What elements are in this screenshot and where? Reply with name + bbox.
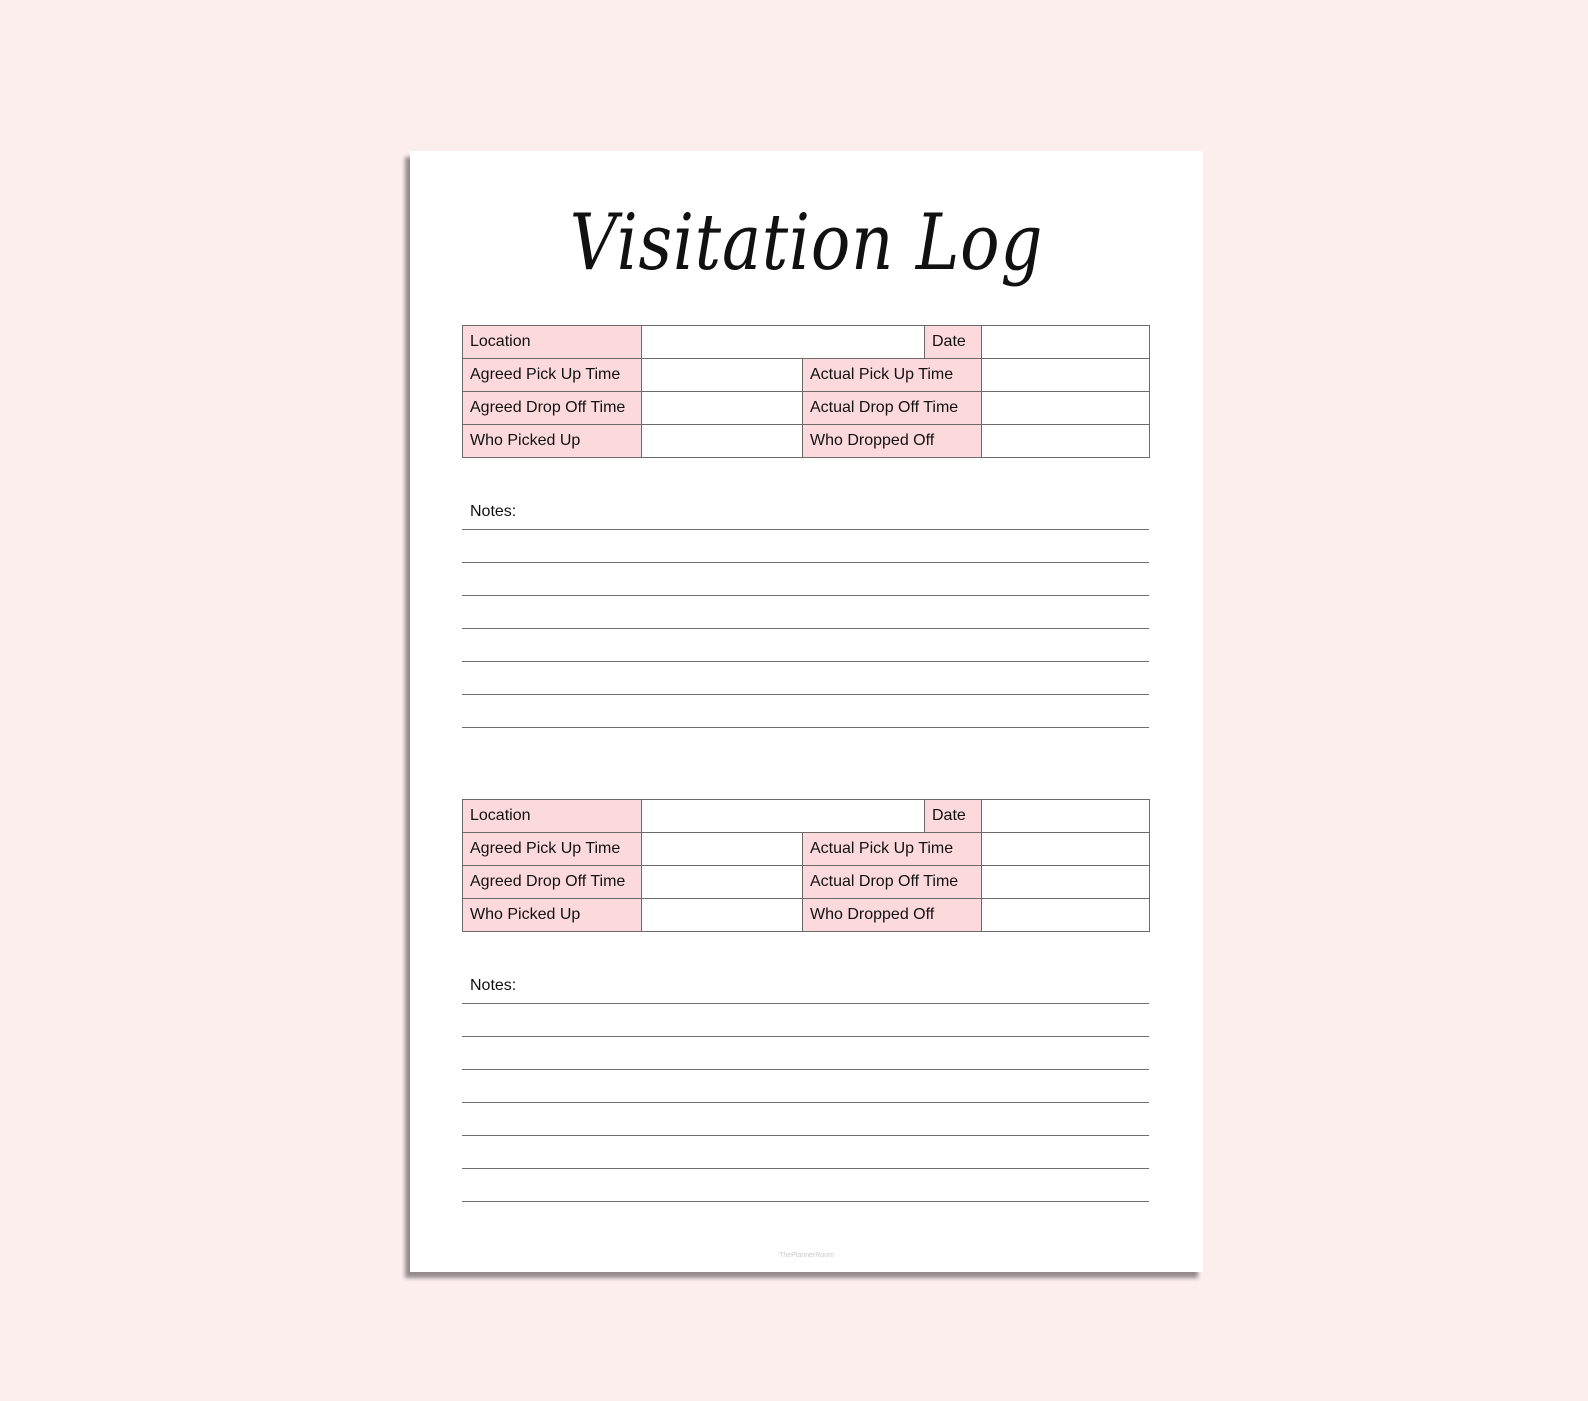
- date-label: Date: [925, 326, 982, 359]
- who-dropped-off-label: Who Dropped Off: [803, 899, 982, 932]
- who-picked-up-label: Who Picked Up: [463, 899, 642, 932]
- table-row: [463, 392, 1150, 425]
- agreed-pickup-field[interactable]: [642, 833, 803, 866]
- printable-page: [410, 151, 1203, 1272]
- notes-line[interactable]: [462, 1168, 1149, 1169]
- notes-line[interactable]: [462, 1069, 1149, 1070]
- notes-line[interactable]: [462, 595, 1149, 596]
- visit-entry-table: [462, 325, 1150, 458]
- visit-entry-table: [462, 799, 1150, 932]
- actual-pickup-field[interactable]: [982, 359, 1150, 392]
- notes-label: Notes:: [470, 977, 517, 994]
- location-field[interactable]: [642, 800, 925, 833]
- table-row: [463, 425, 1150, 458]
- agreed-dropoff-label: Agreed Drop Off Time: [463, 866, 642, 899]
- notes-line[interactable]: [462, 562, 1149, 563]
- actual-dropoff-field[interactable]: [982, 866, 1150, 899]
- notes-line[interactable]: [462, 628, 1149, 629]
- location-label: Location: [463, 326, 642, 359]
- notes-line[interactable]: [462, 1003, 1149, 1004]
- who-dropped-off-field[interactable]: [982, 425, 1150, 458]
- actual-dropoff-label: Actual Drop Off Time: [803, 866, 982, 899]
- notes-line[interactable]: [462, 694, 1149, 695]
- notes-line[interactable]: [462, 661, 1149, 662]
- table-row: [463, 800, 1150, 833]
- who-picked-up-label: Who Picked Up: [463, 425, 642, 458]
- table-row: [463, 899, 1150, 932]
- notes-line[interactable]: [462, 1102, 1149, 1103]
- footer-watermark: ThePlannerRoom: [779, 1252, 834, 1259]
- who-picked-up-field[interactable]: [642, 425, 803, 458]
- table-row: [463, 326, 1150, 359]
- agreed-pickup-field[interactable]: [642, 359, 803, 392]
- notes-line[interactable]: [462, 1135, 1149, 1136]
- table-row: [463, 833, 1150, 866]
- who-dropped-off-field[interactable]: [982, 899, 1150, 932]
- location-label: Location: [463, 800, 642, 833]
- agreed-dropoff-label: Agreed Drop Off Time: [463, 392, 642, 425]
- who-picked-up-field[interactable]: [642, 899, 803, 932]
- who-dropped-off-label: Who Dropped Off: [803, 425, 982, 458]
- agreed-pickup-label: Agreed Pick Up Time: [463, 359, 642, 392]
- notes-line[interactable]: [462, 1036, 1149, 1037]
- date-label: Date: [925, 800, 982, 833]
- table-row: [463, 359, 1150, 392]
- table-row: [463, 866, 1150, 899]
- actual-dropoff-label: Actual Drop Off Time: [803, 392, 982, 425]
- agreed-dropoff-field[interactable]: [642, 392, 803, 425]
- notes-line[interactable]: [462, 1201, 1149, 1202]
- date-field[interactable]: [982, 800, 1150, 833]
- notes-line[interactable]: [462, 727, 1149, 728]
- location-field[interactable]: [642, 326, 925, 359]
- notes-line[interactable]: [462, 529, 1149, 530]
- agreed-dropoff-field[interactable]: [642, 866, 803, 899]
- actual-pickup-label: Actual Pick Up Time: [803, 359, 982, 392]
- actual-dropoff-field[interactable]: [982, 392, 1150, 425]
- date-field[interactable]: [982, 326, 1150, 359]
- actual-pickup-label: Actual Pick Up Time: [803, 833, 982, 866]
- actual-pickup-field[interactable]: [982, 833, 1150, 866]
- notes-label: Notes:: [470, 503, 517, 520]
- page-title: Visitation Log: [569, 198, 1044, 288]
- agreed-pickup-label: Agreed Pick Up Time: [463, 833, 642, 866]
